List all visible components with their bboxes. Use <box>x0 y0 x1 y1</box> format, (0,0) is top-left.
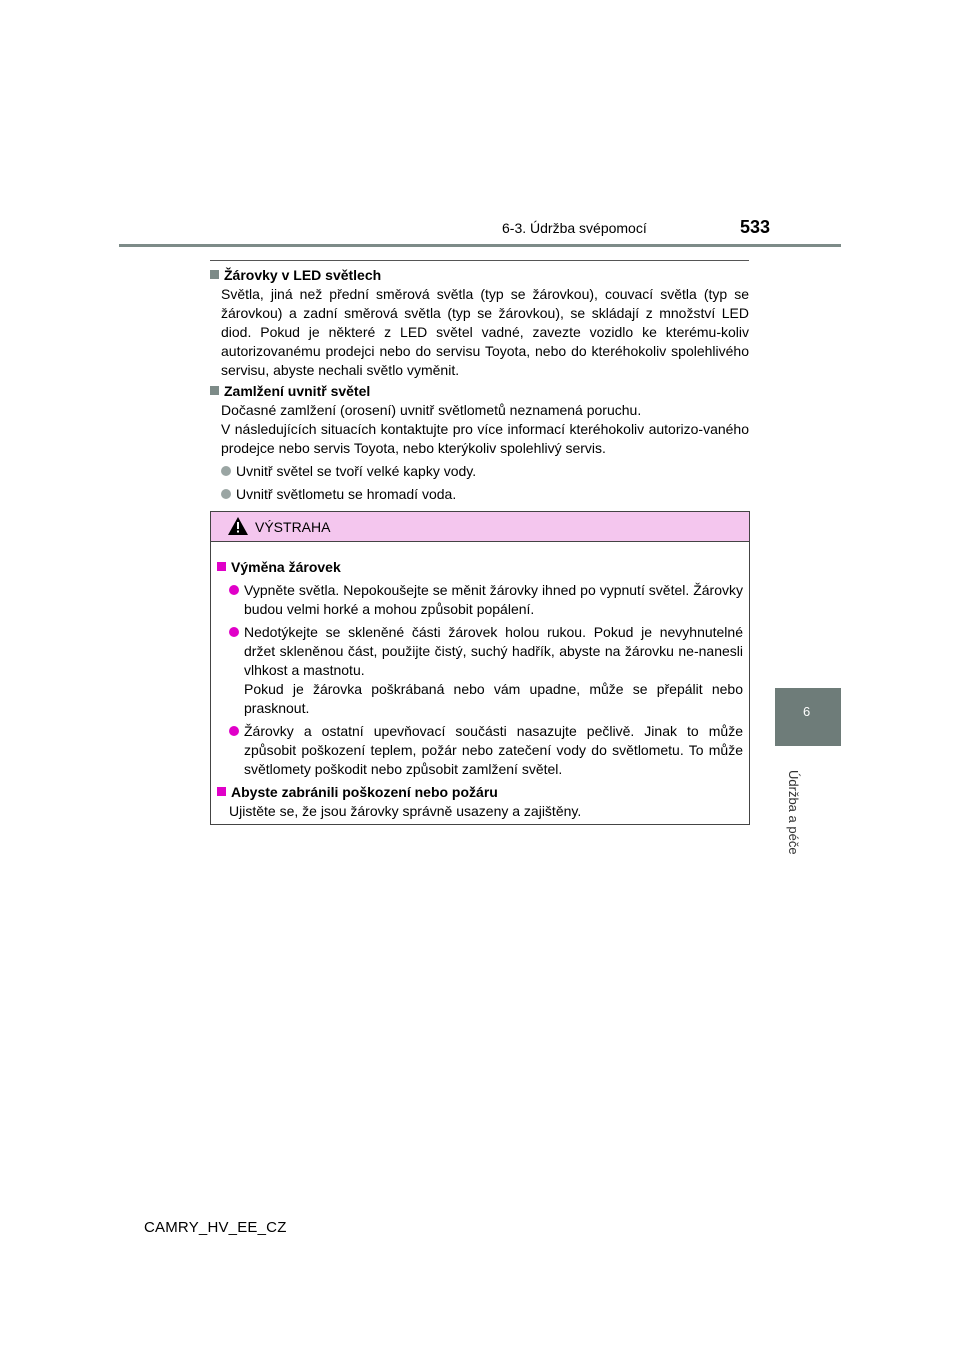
warning-header <box>211 512 749 542</box>
section-title: Zamlžení uvnitř světel <box>224 383 371 399</box>
warning-list-item <box>229 623 743 718</box>
section-heading <box>210 382 749 401</box>
section-heading <box>210 266 749 285</box>
warning-list-item-text: Žárovky a ostatní upevňovací součásti nasazujte pečlivě. Jinak to může způsobit poškození teplem, požár nebo zatečení vody do světlometu. To může světlomety poškodit nebo způsobit zamlžení světel. <box>244 723 743 777</box>
warning-triangle-icon <box>228 517 248 535</box>
round-bullet-icon <box>229 585 239 595</box>
round-bullet-icon <box>229 627 239 637</box>
square-bullet-icon <box>210 270 219 279</box>
document-code: CAMRY_HV_EE_CZ <box>144 1219 287 1236</box>
warning-body <box>211 542 749 821</box>
section-paragraph: Dočasné zamlžení (orosení) uvnitř světlometů neznamená poruchu. <box>221 402 642 418</box>
chapter-number: 6 <box>803 704 811 719</box>
list-item-text: Uvnitř světel se tvoří velké kapky vody. <box>236 463 477 479</box>
warning-section-title: Abyste zabránili poškození nebo požáru <box>231 784 498 800</box>
main-content <box>210 264 749 504</box>
round-bullet-icon <box>229 726 239 736</box>
warning-list-item <box>229 581 743 619</box>
warning-list-item-line: Pokud je žárovka poškrábaná nebo vám upadne, může se přepálit nebo prasknout. <box>244 681 743 716</box>
square-bullet-icon <box>217 787 226 796</box>
section-paragraph: V následujících situacích kontaktujte pro více informací kteréhokoliv autorizo-vaného prodejce nebo servis Toyota, nebo kterýkoliv spolehlivý servis. <box>221 421 749 456</box>
warning-box <box>210 511 750 825</box>
list-item <box>221 462 749 481</box>
square-bullet-icon <box>210 386 219 395</box>
round-bullet-icon <box>221 466 231 476</box>
round-bullet-icon <box>221 489 231 499</box>
warning-section-heading <box>217 558 743 577</box>
header-section-title: 6-3. Údržba svépomocí <box>502 220 647 236</box>
warning-section-title: Výměna žárovek <box>231 559 341 575</box>
warning-section-heading <box>217 783 743 802</box>
square-bullet-icon <box>217 562 226 571</box>
page-number: 533 <box>740 217 771 237</box>
list-item-text: Uvnitř světlometu se hromadí voda. <box>236 486 457 502</box>
warning-list-item <box>229 722 743 779</box>
header-rule <box>119 244 841 247</box>
chapter-label: Údržba a péče <box>786 770 801 855</box>
warning-list-item-text: Vypněte světla. Nepokoušejte se měnit žárovky ihned po vypnutí světel. Žárovky budou velmi horké a mohou způsobit popálení. <box>244 582 743 617</box>
section-title: Žárovky v LED světlech <box>224 267 382 283</box>
chapter-tab <box>775 688 841 746</box>
warning-paragraph: Ujistěte se, že jsou žárovky správně usazeny a zajištěny. <box>229 803 582 819</box>
list-item <box>221 485 749 504</box>
warning-list-item-line: Nedotýkejte se skleněné části žárovek holou rukou. Pokud je nevyhnutelné držet skleněnou část, použijte čistý, suchý hadřík, abyste na žárovku ne-nanesli vlhkost a mastnotu. <box>244 624 743 678</box>
content-rule <box>210 260 749 261</box>
warning-title: VÝSTRAHA <box>255 519 331 535</box>
warning-list-item-text <box>244 623 743 718</box>
section-paragraph: Světla, jiná než přední směrová světla (typ se žárovkou), couvací světla (typ se žárovkou) a zadní směrová světla (typ se žárovkou), se skládají z množství LED diod. Pokud je některé z LED světel vadné, zavezte vozidlo ke kterému-koliv autorizovanému prodejci nebo do servisu Toyota, nebo do kteréhokoliv spolehlivého servisu, abyste nechali světlo vyměnit. <box>221 286 749 378</box>
